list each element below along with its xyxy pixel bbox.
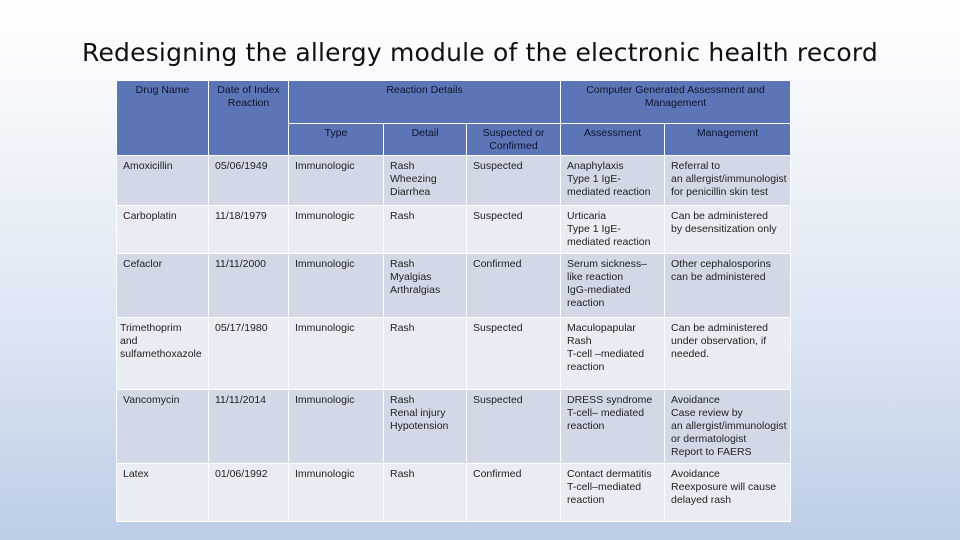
type-cell: Immunologic xyxy=(289,206,384,254)
management-cell-line: Avoidance xyxy=(671,468,720,480)
date-cell: 11/11/2014 xyxy=(209,390,289,464)
management-cell-line: Can be administered xyxy=(671,322,768,334)
assessment-cell-line: mediated reaction xyxy=(567,186,651,198)
detail-cell-line: Rash xyxy=(390,394,415,406)
status-cell: Confirmed xyxy=(467,254,561,318)
type-cell: Immunologic xyxy=(289,156,384,206)
detail-cell-line: Arthralgias xyxy=(390,284,441,296)
drug-name-cell-line: and xyxy=(120,335,138,347)
detail-cell-line: Rash xyxy=(390,210,415,222)
date-cell: 11/11/2000 xyxy=(209,254,289,318)
detail-cell-line: Rash xyxy=(390,160,415,172)
management-cell-line: under observation, if xyxy=(671,335,767,347)
assessment-cell-line: Rash xyxy=(567,335,592,347)
detail-cell xyxy=(384,156,467,206)
drug-name-cell-line: Cefaclor xyxy=(123,258,163,270)
status-cell: Suspected xyxy=(467,318,561,390)
header-type: Type xyxy=(289,124,384,156)
detail-cell xyxy=(384,206,467,254)
date-cell: 05/06/1949 xyxy=(209,156,289,206)
header-suspected-or-confirmed: Suspected or Confirmed xyxy=(467,124,561,156)
management-cell-line: or dermatologist xyxy=(671,433,747,445)
assessment-cell-line: T-cell –mediated xyxy=(567,348,645,360)
drug-name-cell-line: Vancomycin xyxy=(123,394,180,406)
assessment-cell xyxy=(561,464,665,522)
table-row xyxy=(117,156,791,206)
status-cell: Suspected xyxy=(467,156,561,206)
management-cell-line: Reexposure will cause xyxy=(671,481,777,493)
assessment-cell-line: mediated reaction xyxy=(567,236,651,248)
drug-name-cell-line: Latex xyxy=(123,468,149,480)
detail-cell-line: Wheezing xyxy=(390,173,437,185)
assessment-cell-line: Contact dermatitis xyxy=(567,468,652,480)
assessment-cell xyxy=(561,390,665,464)
assessment-cell-line: Type 1 IgE- xyxy=(567,223,621,235)
table-row xyxy=(117,254,791,318)
header-management: Management xyxy=(665,124,791,156)
table-row xyxy=(117,390,791,464)
management-cell xyxy=(665,156,791,206)
drug-name-cell xyxy=(117,206,209,254)
management-cell-line: needed. xyxy=(671,348,709,360)
drug-name-cell-line: Amoxicillin xyxy=(123,160,173,172)
detail-cell xyxy=(384,254,467,318)
header-reaction-details: Reaction Details xyxy=(289,81,561,124)
drug-name-cell-line: sulfamethoxazole xyxy=(120,348,202,360)
detail-cell-line: Rash xyxy=(390,258,415,270)
table-row xyxy=(117,206,791,254)
type-cell: Immunologic xyxy=(289,254,384,318)
management-cell-line: for penicillin skin test xyxy=(671,186,768,198)
header-drug-name: Drug Name xyxy=(117,81,209,156)
date-cell: 11/18/1979 xyxy=(209,206,289,254)
assessment-cell-line: Anaphylaxis xyxy=(567,160,624,172)
management-cell xyxy=(665,206,791,254)
drug-name-cell xyxy=(117,464,209,522)
header-detail: Detail xyxy=(384,124,467,156)
management-cell-line: by desensitization only xyxy=(671,223,777,235)
drug-name-cell-line: Trimethoprim xyxy=(120,322,182,334)
management-cell xyxy=(665,254,791,318)
assessment-cell-line: Maculopapular xyxy=(567,322,636,334)
type-cell: Immunologic xyxy=(289,464,384,522)
management-cell-line: Can be administered xyxy=(671,210,768,222)
management-cell-line: Avoidance xyxy=(671,394,720,406)
management-cell-line: Referral to xyxy=(671,160,721,172)
date-cell: 05/17/1980 xyxy=(209,318,289,390)
detail-cell-line: Diarrhea xyxy=(390,186,431,198)
management-cell-line: Report to FAERS xyxy=(671,446,752,458)
header-assessment: Assessment xyxy=(561,124,665,156)
management-cell xyxy=(665,464,791,522)
status-cell: Suspected xyxy=(467,390,561,464)
management-cell xyxy=(665,390,791,464)
date-cell: 01/06/1992 xyxy=(209,464,289,522)
assessment-cell-line: reaction xyxy=(567,297,605,309)
assessment-cell xyxy=(561,206,665,254)
assessment-cell-line: reaction xyxy=(567,361,605,373)
assessment-cell-line: reaction xyxy=(567,420,605,432)
detail-cell xyxy=(384,318,467,390)
detail-cell xyxy=(384,464,467,522)
detail-cell-line: Hypotension xyxy=(390,420,449,432)
assessment-cell-line: reaction xyxy=(567,494,605,506)
assessment-cell-line: like reaction xyxy=(567,271,624,283)
header-computer-generated-assessment: Computer Generated Assessment and Management xyxy=(561,81,791,124)
allergy-table xyxy=(116,80,791,522)
drug-name-cell-line: Carboplatin xyxy=(123,210,177,222)
assessment-cell xyxy=(561,318,665,390)
status-cell: Suspected xyxy=(467,206,561,254)
management-cell-line: delayed rash xyxy=(671,494,732,506)
table-row xyxy=(117,464,791,522)
header-date-of-index-reaction: Date of Index Reaction xyxy=(209,81,289,156)
management-cell-line: an allergist/immunologist xyxy=(671,173,787,185)
assessment-cell-line: Serum sickness– xyxy=(567,258,647,270)
management-cell-line: Case review by xyxy=(671,407,743,419)
type-cell: Immunologic xyxy=(289,390,384,464)
table-row xyxy=(117,318,791,390)
assessment-cell xyxy=(561,254,665,318)
management-cell xyxy=(665,318,791,390)
detail-cell-line: Myalgias xyxy=(390,271,432,283)
allergy-table-body xyxy=(117,156,791,522)
detail-cell xyxy=(384,390,467,464)
assessment-cell-line: Urticaria xyxy=(567,210,607,222)
drug-name-cell xyxy=(117,390,209,464)
drug-name-cell xyxy=(117,318,209,390)
assessment-cell xyxy=(561,156,665,206)
status-cell: Confirmed xyxy=(467,464,561,522)
management-cell-line: an allergist/immunologist xyxy=(671,420,787,432)
type-cell: Immunologic xyxy=(289,318,384,390)
allergy-table-container xyxy=(116,80,790,522)
detail-cell-line: Renal injury xyxy=(390,407,446,419)
management-cell-line: Other cephalosporins xyxy=(671,258,771,270)
management-cell-line: can be administered xyxy=(671,271,766,283)
assessment-cell-line: IgG-mediated xyxy=(567,284,631,296)
assessment-cell-line: DRESS syndrome xyxy=(567,394,653,406)
assessment-cell-line: Type 1 IgE- xyxy=(567,173,621,185)
assessment-cell-line: T-cell–mediated xyxy=(567,481,642,493)
detail-cell-line: Rash xyxy=(390,322,415,334)
drug-name-cell xyxy=(117,156,209,206)
assessment-cell-line: T-cell– mediated xyxy=(567,407,645,419)
drug-name-cell xyxy=(117,254,209,318)
detail-cell-line: Rash xyxy=(390,468,415,480)
slide-title: Redesigning the allergy module of the electronic health record xyxy=(82,38,878,67)
